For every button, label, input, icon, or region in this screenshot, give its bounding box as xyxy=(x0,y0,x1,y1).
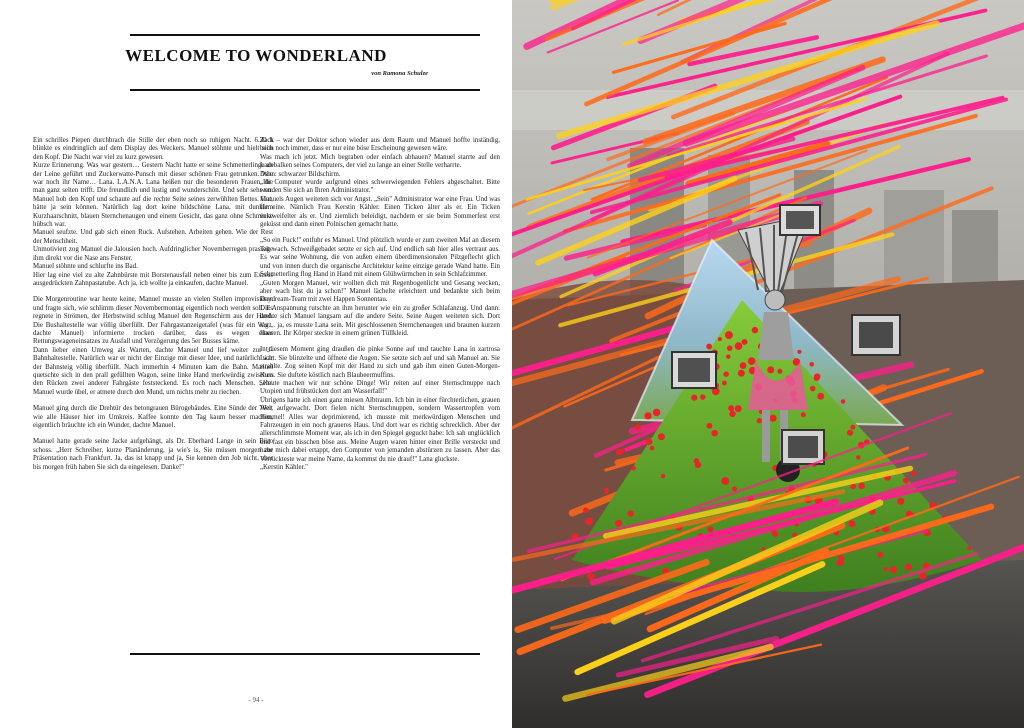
paragraph: „Guten Morgen Manuel, wir wollten dich mit Regenbogenlicht und Gesang wecken, aber wach bist du ja schon!" Manuel lächelte erleichtert und bedankte sich beim Daydream-Team mit zwei Happen Sonnentau. xyxy=(260,279,500,304)
paragraph: „So ein Fuck!" entfuhr es Manuel. Und plötzlich wurde er zum zweiten Mal an diesem Tag wach. Schweißgebadet setzte er sich auf. Und endlich sah hier alles vertraut aus. Es war seine Wohnung, die von außen einem überdimensionalen Pilzgeflecht glich und von innen durch die organische Architektur keine einzige gerade Wand hatte. Ein Schmetterling flog Hand in Hand mit einem Glühwürmchen in sein Schlafzimmer. xyxy=(260,237,500,279)
flower xyxy=(858,483,865,490)
paragraph: Hier lag eine viel zu alte Zahnbürste mit Borstenausfall neben einer bis zum Exzess ausgedrückten Zahnpastatube. Ach ja, ich wollte ja einkaufen, dachte Manuel. xyxy=(33,271,273,287)
paragraph: Übrigens hatte ich einen ganz miesen Albtraum. Ich bin in einer fürchterlichen, grauen Welt aufgewacht. Dort fielen nicht Sternschnuppen, sondern Wassertropfen vom Himmel! Alles war deprimierend, ich musste mit merkwürdigen Menschen und Fahrzeugen in ein noch graueres Haus. Und dort war es richtig schrecklich. Aber der allerschlimmste Moment war, als ich in den Spiegel geguckt habe: Ich sah unglücklich und fast ein bisschen böse aus. Meine Augen waren hinter einer Brille versteckt und habe mich dabei ertappt, den Computer von jemanden abstürzen zu lassen. Aber das Verrückteste war meine Name, da kommst du nie drauf!" Lana gluckste. xyxy=(260,396,500,463)
flower xyxy=(691,395,697,401)
flower xyxy=(748,357,756,365)
flower xyxy=(615,520,622,527)
flower xyxy=(735,342,743,350)
flower xyxy=(727,345,733,351)
flower xyxy=(777,369,782,374)
flower xyxy=(604,488,610,494)
paragraph: Ein schrilles Piepen durchbrach die Stille der eben noch so ruhigen Nacht. 6.30 h blinkte es eindringlich auf dem Display des Weckers. Manuel stöhnte und hielt sich den Kopf. Die Nacht war viel zu kurz gewesen. xyxy=(33,137,273,161)
flower xyxy=(706,344,712,350)
flower xyxy=(707,423,713,429)
flower xyxy=(847,430,853,436)
flower xyxy=(725,331,733,339)
paragraph: „Ihr Computer wurde aufgrund eines schwerwiegenden Fehlers abgeschaltet. Bitte wenden Sie sich an Ihren Administrator." xyxy=(260,179,500,195)
flower xyxy=(967,546,971,550)
flower xyxy=(801,412,806,417)
flower xyxy=(585,517,593,525)
flower xyxy=(742,339,748,345)
flower xyxy=(890,566,897,573)
flower xyxy=(718,337,722,341)
flower xyxy=(645,438,652,445)
paragraph: Unmotiviert zog Manuel die Jalousien hoch. Aufdringlicher Novemberregen prasselte ihm direkt vor die Nase ans Fenster. xyxy=(33,246,273,262)
flower xyxy=(897,498,904,505)
flower xyxy=(905,564,912,571)
flower xyxy=(653,409,661,417)
paragraph: Die Morgenroutine war heute keine, Manuel musste an vielen Stellen improvisieren und fragte sich, wie schlimm dieser Novembermontag eigentlich noch werden soll. Es regnete in Strömen, der Herbstwind schlug Manuel den Regenschirm aus der Hand. Die Bushaltestelle war völlig überfüllt. Der Fahrgastanzeigetafel (was für ein Wort, dachte Manuel) informierte trocken darüber, dass es wegen eines Rettungswageneinsatzes zu Ausfall und Verzögerung des 5er Busses käme. xyxy=(33,296,273,346)
flower xyxy=(738,370,745,377)
flower xyxy=(757,418,762,423)
paragraph: Kurze Erinnerung. Was war gestern… Gestern Nacht hatte er seine Schmetterlinge an der Leine geführt und Zuckerwatte-Punsch mit dieser schönen Frau getrunken. Wie war noch ihr Name… Lana. L.A.N.A. Lana heißen nur die besonderen Frauen, die man ganz selten trifft. Die freundlich und lustig und wunderschön. Und sehr sehr rar. Manuel hob den Kopf und schaute auf die rechte Seite seines zerwühlten Bettes. Gut, hätte ja sein können. Natürlich lag dort keine bildschöne Lana, mit dunklem Kurzhaarschnitt, blauen Sternchenaugen und einem Gesicht, das ganz ohne Schminke hübsch war. xyxy=(33,162,273,229)
flower xyxy=(631,466,636,471)
paragraph: Manuel seufzte. Und gab sich einen Ruck. Aufstehen. Arbeiten gehen. Wie der Rest der Menschheit. xyxy=(33,229,273,245)
flower xyxy=(767,366,774,373)
left-text-column xyxy=(33,137,273,472)
flower xyxy=(817,393,824,400)
collage-image xyxy=(512,0,1024,728)
flower xyxy=(903,477,909,483)
flower xyxy=(838,555,843,560)
flower xyxy=(850,523,854,527)
paragraph: „Kerstin Kähler." xyxy=(260,464,308,472)
flower xyxy=(583,507,589,513)
paragraph: „Heute machen wir nur schöne Dinge! Wir reiten auf einer Sternschnuppe nach Utopien und frühstücken dort am Wasserfall!" xyxy=(260,379,500,396)
flower xyxy=(850,484,856,490)
paragraph: Dann lieber einen Umweg als Warten, dachte Manuel und lief weiter zur U-Bahnhaltestelle. Natürlich war er nicht der Einzige mit dieser Idee, und natürlich war der Bahnsteig völlig überfüllt. Nach immerhin 4 Minuten kam die Bahn. Manuel quetschte sich in den prall gefüllten Wagon, seine linke Hand merkwürdig zwischen den Rücken zwei anderer Fahrgäste feststeckend. Es roch nach Menschen. Sehr. Manuel wurde übel, er atmete durch den Mund, um nichts mehr zu riechen. xyxy=(33,346,273,396)
flower xyxy=(814,373,820,379)
flower xyxy=(650,446,655,451)
flower xyxy=(707,526,713,532)
flower xyxy=(841,399,846,404)
flower xyxy=(700,394,705,399)
flower xyxy=(732,486,737,491)
flower xyxy=(723,371,729,377)
paragraph: Die Anspannung rutschte an ihm herunter wie ein zu großer Schlafanzug. Und dann: drehte sich Manuel langsam auf die andere Seite. Seine Augen weiteten sich. Dort lag… ja, es musste Lana sein. Mit geschlossenen Sternchenaugen und braunen kurzen Haaren. Ihr Körper steckte in einem grünen Tüllkleid. xyxy=(260,304,500,337)
article-title: WELCOME TO WONDERLAND xyxy=(125,46,387,65)
paragraph: Dann: schwarzer Bildschirm. xyxy=(260,170,341,178)
flower xyxy=(728,405,734,411)
flower xyxy=(797,350,801,354)
paragraph: Manuel hatte gerade seine Jacke aufgehängt, als Dr. Eberhard Lange in sein Büro schoss. „Herr Schreiber, kurze Planänderung, ja wie's is, Sie müssen morgen zur Präsentation nach Frankfurt. Ja, das ist knapp und ja, Sie kennen den Job nicht, aber bis morgen früh haben Sie sich da eingelesen. Danke!" xyxy=(33,438,273,471)
page-number: - 94 - xyxy=(248,696,264,704)
paragraph: Zack – war der Doktor schon wieder aus dem Raum und Manuel hoffte inständig, beim noch immer, dass er nur eine böse Erscheinung gewesen wäre. xyxy=(260,137,500,153)
flower xyxy=(635,424,641,430)
paragraph: Was mach ich jetzt. Mich begraben oder einfach abhauen? Manuel starrte auf den Ladebalken seines Computers, der viel zu lange an einer Stelle verharrte. xyxy=(260,153,500,170)
flower xyxy=(740,362,747,369)
paragraph: Manuels Augen weiteten sich vor Angst. „Sein" Administrator war eine Frau. Und was für eine. Nämlich Frau Kerstin Kähler. Einen Ticken älter als er. Ein Ticken verzweifelter als er. Und ziemlich beleidigt, nachdem er sie beim Sommerfest erst geküsst und dann einen Polnischen gemacht hatte. xyxy=(260,195,500,229)
article-byline: von Ramona Schulze xyxy=(371,70,428,77)
flower xyxy=(735,405,742,412)
paragraph: Manuel stöhnte und schlurfte ins Bad. xyxy=(33,263,138,271)
flower xyxy=(711,430,718,437)
flower xyxy=(810,386,816,392)
paragraph: In diesem Moment ging draußen die pinke Sonne auf und tauchte Lana in zartrosa Licht. Sie blinzelte und öffnete die Augen. Sie setzte sich auf und sah Manuel an. Sie strahlte. Zog seinen Kopf mit der Hand zu sich und gab ihm einen Guten-Morgen-Kuss. Sie duftete köstlich nach Blaubeermuffins. xyxy=(260,346,500,379)
flower xyxy=(726,354,730,358)
flower xyxy=(587,573,594,580)
flower xyxy=(883,567,888,572)
collage-artwork xyxy=(512,0,1024,728)
flower xyxy=(628,510,634,516)
right-text-column xyxy=(260,137,500,472)
top-rule xyxy=(130,34,480,36)
flower xyxy=(809,362,814,367)
flower xyxy=(878,552,884,558)
flower xyxy=(644,412,651,419)
flower xyxy=(621,449,625,453)
flower xyxy=(661,474,665,478)
flower xyxy=(658,433,665,440)
flower xyxy=(722,381,727,386)
flower xyxy=(752,327,758,333)
header-rule xyxy=(130,89,480,91)
flower xyxy=(850,425,855,430)
bottom-rule xyxy=(130,653,480,655)
flower xyxy=(729,411,736,418)
flower xyxy=(695,462,701,468)
flower xyxy=(721,477,729,485)
flower xyxy=(911,471,916,476)
flower xyxy=(769,415,776,422)
paragraph: Manuel ging durch die Drehtür des betongrauen Bürogebäudes. Eine Sünde der 70er, wie alle Häuser hier im Umkreis. Kaffee konnte den Tag kaum besser machen, eigentlich bräuchte ich ein Wunder, dachte Manuel. xyxy=(33,405,273,429)
flower xyxy=(856,455,860,459)
